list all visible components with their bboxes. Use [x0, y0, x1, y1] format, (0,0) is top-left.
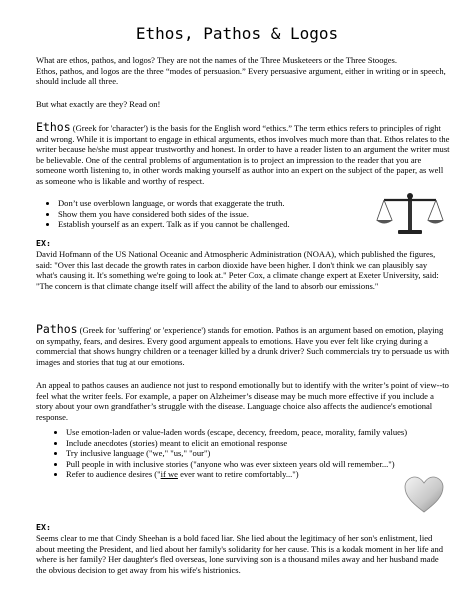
pathos-bullet: • Try inclusive language ("we," "us," "our") — [66, 448, 426, 459]
ethos-example-label: EX: — [36, 238, 51, 248]
intro-line-1: What are ethos, pathos, and logos? They are not the names of the Three Musketeers or the Three Stooges. — [36, 55, 397, 65]
pathos-bullet-list — [44, 427, 426, 480]
pathos-example-text: Seems clear to me that Cindy Sheehan is a bold faced liar. She lied about the legitimacy of her son's enlistment, lied about meeting the President, and lied about her family's solidarity for her cause. This is a kodak moment in her life and where is her family? Her daughter's fled overseas, lone surviving son is a thousand miles away and her husband made the obvious decision to get away from his wife's histrionics. — [36, 533, 444, 575]
pathos-heading: Pathos — [36, 322, 78, 336]
pathos-paragraph — [36, 324, 450, 367]
ethos-heading: Ethos — [36, 120, 71, 134]
pathos-text: (Greek for 'suffering' or 'experience') stands for emotion. Pathos is an argument based on emotion, playing on sympathy, fears, and desires. Every good argument appeals to emotions. Have you ever felt like crying during a commercial that shows hungry children or a teenager killed by a drunk driver? Such commercials try to persuade us with images and stories that tug at our emotions. — [36, 325, 450, 367]
ethos-example-text: David Hofmann of the US National Oceanic and Atmospheric Administration (NOAA), which published the figures, said: "Over this last decade the growth rates in carbon dioxide have been higher. I don't think we can plausibly say what's causing it. It's something we're going to look at." Peter Cox, a climate change expert at Exeter University, said: "The concern is that climate change itself will affect the ability of the land to absorb our emissions." — [36, 249, 439, 291]
intro-paragraph — [36, 55, 450, 87]
ethos-paragraph — [36, 122, 450, 187]
intro-line-2: Ethos, pathos, and logos are the three “modes of persuasion.” Every persuasive argument, either in writing or in speech, should include all three. — [36, 65, 446, 87]
ethos-bullet: • Don’t use overblown language, or words that exaggerate the truth. — [58, 198, 388, 209]
pathos-example-label: EX: — [36, 522, 51, 532]
page-title: Ethos, Pathos & Logos — [135, 24, 339, 43]
heart-icon — [404, 476, 444, 514]
ethos-text: (Greek for 'character') is the basis for the English word “ethics.” The term ethics refers to principles of right and wrong. While it is important to engage in ethical arguments, ethos involves much more than that. Ethos relates to the writer because he/she must appear trustworthy and honest. In order to have a reader listen to an argument the writer must be believable. One of the central problems of argumentation is to project an impression to the reader that you are someone worth listening to, in other words making yourself as author into an expert on the subject of the paper, as well as someone who is likable and worthy of respect. — [36, 123, 450, 186]
ethos-bullet-list — [36, 198, 388, 230]
pathos-bullet: • Use emotion-laden or value-laden words (escape, decency, freedom, peace, morality, family values) — [66, 427, 426, 438]
balance-scale-icon — [376, 192, 444, 236]
ethos-bullet: • Show them you have considered both sides of the issue. — [58, 209, 388, 220]
pathos-bullet: • Pull people in with inclusive stories ("anyone who was ever sixteen years old will remember...") — [66, 459, 426, 470]
pathos-bullet: • Refer to audience desires ("if we ever want to retire comfortably...") — [66, 469, 426, 480]
pathos-paragraph-2: An appeal to pathos causes an audience not just to respond emotionally but to identify with the writer’s point of view--to feel what the writer feels. For example, a paper on Alzheimer’s disease may be much more effective if you include a story about your own grandfather’s struggle with the disease. Language choice also affects the audience's emotional response. — [36, 380, 449, 422]
read-on-question: But what exactly are they? Read on! — [36, 99, 161, 109]
pathos-bullet: • Include anecdotes (stories) meant to elicit an emotional response — [66, 438, 426, 449]
ethos-bullet: • Establish yourself as an expert. Talk as if you cannot be challenged. — [58, 219, 388, 230]
